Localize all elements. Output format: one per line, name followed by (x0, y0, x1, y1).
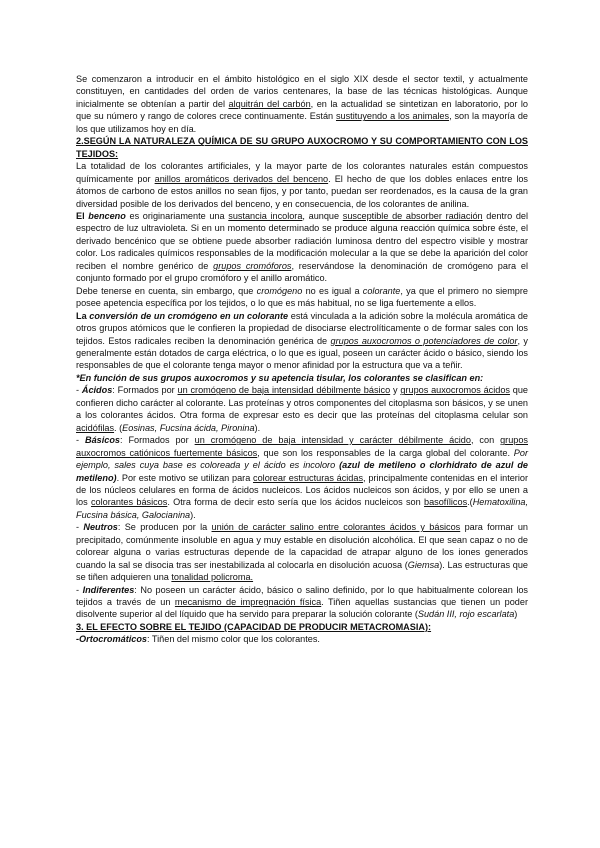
text-run: que confieren dicho carácter al colorante. Las proteínas y otros componentes del citoplasma son básicos, y se unen a los colorantes ácidos. Otra forma de expresar esto es decir que las proteínas del citoplasma celular son (76, 385, 528, 421)
underlined-term: sustituyendo a los animales (335, 111, 450, 122)
bold-italic-term: Ácidos (81, 385, 113, 396)
section-heading-2: 2.SEGÚN LA NATURALEZA QUÍMICA DE SU GRUPO AUXOCROMO Y SU COMPORTAMIENTO CON LOS TEJIDOS: (76, 136, 528, 159)
underlined-term: grupos auxocromos catiónicos fuertemente básicos (76, 435, 528, 458)
underlined-term: basofílicos (424, 497, 468, 508)
text-run: , son la mayoría de los que utilizamos hoy en día. (76, 111, 528, 134)
paragraph-conversion (76, 310, 528, 372)
bold-run: El (76, 210, 89, 221)
section-heading-3: 3. EL EFECTO SOBRE EL TEJIDO (CAPACIDAD DE PRODUCIR METACROMASIA): (76, 621, 432, 632)
italic-term: Hematoxilina, Fucsina básica, Galocianina (76, 497, 528, 520)
italic-term: Giemsa (407, 559, 440, 570)
text-run: , aunque (302, 210, 343, 221)
list-item-ortocromaticos (76, 633, 528, 645)
underlined-term: acidófilas (76, 422, 115, 433)
text-run: , principalmente contenidas en el interior de los núcleos celulares en forma de ácidos nucleicos. Los ácidos nucleicos son ácidos, y por ello se unen a los (76, 472, 528, 508)
bold-run: La (76, 310, 90, 321)
bold-italic-term: conversión de un cromógeno en un colorante (89, 310, 289, 321)
list-dash: - (76, 385, 82, 396)
text-run: y (390, 385, 401, 396)
document-page (76, 73, 528, 646)
list-dash: - (76, 584, 83, 595)
italic-term: Eosinas, Fucsina ácida, Pironina (122, 422, 255, 433)
underlined-term: mecanismo de impregnación física (174, 597, 322, 608)
text-run: , con (470, 435, 501, 446)
text-run: ) (514, 609, 518, 620)
bold-italic-term: -Ortocromáticos (76, 634, 147, 645)
underlined-term: susceptible de absorber radiación (342, 210, 483, 221)
paragraph-cromogeno (76, 285, 528, 310)
underlined-term: tonalidad policroma. (171, 572, 254, 583)
list-item-basicos (76, 434, 528, 521)
bold-italic-term: Indiferentes (82, 584, 135, 595)
underlined-italic-term: grupos auxocromos o potenciadores de color (330, 335, 518, 346)
italic-term: Sudán III, rojo escarlata (417, 609, 515, 620)
underlined-term: sustancia incolora (228, 210, 303, 221)
text-run: dentro del espectro de luz ultravioleta. Si en un momento determinado se produce alguna reacción química sobre éste, el derivado bencénico que se obtiene puede absorber radiación luminosa dentro del espectro visible y mostrar color. Los radicales químicos responsables de la modificación molecular a la que se debe la aparición del color reciben el nombre genérico de (76, 210, 528, 271)
paragraph-benceno (76, 210, 528, 285)
underlined-term: colorantes básicos (90, 497, 168, 508)
list-item-neutros (76, 521, 528, 583)
text-run: . Otra forma de decir esto sería que los ácidos nucleicos son (167, 497, 425, 508)
text-run: no es igual a (302, 285, 363, 296)
text-run: ). (190, 509, 196, 520)
italic-term: cromógeno (256, 285, 303, 296)
italic-term: colorante (362, 285, 401, 296)
text-run: , ya que el primero no siempre posee apetencia específica por los tejidos, o lo que es más habitual, no se liga fuertemente a ellos. (76, 285, 528, 309)
bold-italic-term: (azul de metileno o clorhidrato de azul de metileno) (76, 460, 528, 483)
text-run: . ( (114, 422, 123, 433)
text-run: : Formados por (112, 385, 178, 396)
paragraph-composition (76, 160, 528, 210)
bold-italic-term: Básicos (84, 435, 120, 446)
underlined-term: grupos auxocromos ácidos (400, 385, 510, 396)
text-run: Se comenzaron a introducir en el ámbito histológico en el siglo XIX desde el sector textil, y actualmente constituyen, en cantidades del orden de varios centenares, la base de las técnicas histológicas. Aunque inicialmente se obtenían a partir del (76, 74, 528, 109)
text-run: Debe tenerse en cuenta, sin embargo, que (76, 285, 257, 296)
text-run: , y generalmente están dotados de carga eléctrica, o lo que es igual, poseen un carácter ácido o básico, siendo los responsables de que el colorante tenga mayor o menor afinidad por la estructura que va a teñir. (76, 335, 528, 371)
underlined-term: un cromógeno de baja intensidad y carácter débilmente ácido (194, 435, 471, 446)
underlined-term: alquitrán del carbón (228, 98, 311, 109)
text-run: , reservándose la denominación de cromógeno para el conjunto formado por el grupo cromóforo y el anillo aromático. (76, 260, 528, 284)
list-item-acidos (76, 384, 528, 434)
underlined-term: unión de carácter salino entre colorantes ácidos y básicos (211, 522, 461, 533)
underlined-term: anillos aromáticos derivados del benceno (154, 173, 329, 184)
text-run: . Por este motivo se utilizan para (116, 472, 254, 483)
text-run: ). (254, 422, 261, 433)
classification-intro (76, 372, 528, 384)
text-run: : Formados por (119, 435, 195, 446)
text-run: para formar un precipitado, comúnmente insoluble en agua y muy estable en disolución alcohólica. El que sean capaz o no de colorear alguna o varias estructuras depende de la capacidad de atrapar alguno de los iones generados cuando la sal se disocia tras ser inestabilizada al colocarla en disolución acuosa ( (76, 522, 528, 570)
text-run: , en la actualidad se sintetizan en laboratorio, por lo que su número y rango de colores crece continuamente. Están (76, 98, 528, 122)
underlined-italic-term: grupos cromóforos (213, 260, 292, 271)
text-run: . Tiñen aquellas sustancias que tienen un poder disolvente superior al del líquido que ha servido para preparar la solución colorante ( (76, 597, 528, 620)
bold-italic-term: benceno (88, 210, 126, 221)
bold-italic-term: Neutros (83, 522, 118, 533)
text-run: . El hecho de que los dobles enlaces entre los átomos de carbono de estos anillos no sean fijos, y por tanto, puedan ser reordenados, es la causa de la gran diversidad posible de los derivados del benceno, y en consecuencia, de los colorantes de anilina. (76, 173, 528, 209)
text-run: está vinculada a la adición sobre la molécula aromática de otros grupos atómicos que le confieren la propiedad de disociarse electrolíticamente o de formar sales con los tejidos. Estos radicales reciben la denominación genérica de (76, 310, 528, 346)
list-dash: - (76, 522, 84, 533)
text-run: .( (467, 497, 473, 508)
list-item-indiferentes (76, 584, 528, 621)
text-run: : Se producen por la (117, 522, 212, 533)
underlined-term: un cromógeno de baja intensidad débilmente básico (177, 385, 391, 396)
italic-term: Por ejemplo, sales cuya base es coloreada y el ácido es incoloro (76, 447, 528, 471)
text-run: : Tiñen del mismo color que los colorantes. (147, 634, 320, 645)
text-run: La totalidad de los colorantes artificiales, y la mayor parte de los colorantes naturales están compuestos químicamente por (76, 161, 528, 184)
intro-paragraph (76, 73, 528, 135)
text-run: es originariamente una (125, 210, 229, 221)
text-run: ). Las estructuras que se tiñen adquieren una (76, 559, 528, 583)
underlined-term: colorear estructuras ácidas (253, 472, 364, 483)
bold-italic-term: *En función de sus grupos auxocromos y su apetencia tisular, los colorantes se clasifican en: (76, 372, 484, 383)
text-run: , que son los responsables de la carga global del colorante. (257, 447, 514, 458)
list-dash: - (76, 435, 85, 446)
text-run: : No poseen un carácter ácido, básico o salino definido, por lo que habitualmente colorean los tejidos a través de un (76, 584, 528, 608)
